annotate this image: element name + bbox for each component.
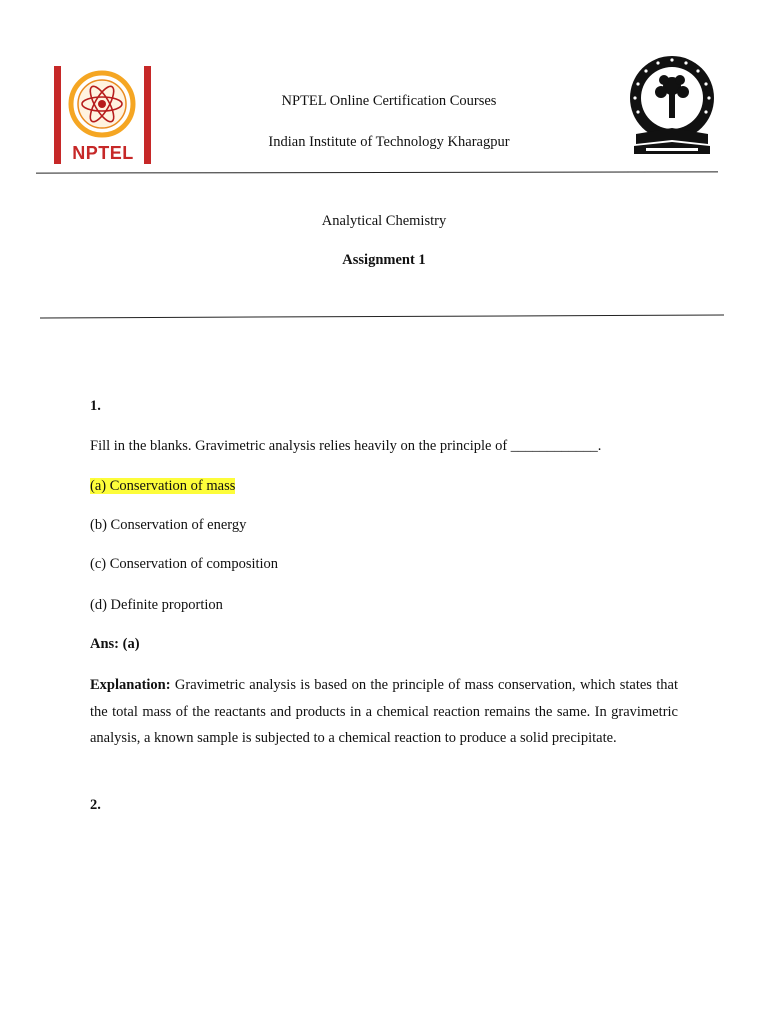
question-1-text: Fill in the blanks. Gravimetric analysis relies heavily on the principle of ____________. (90, 438, 602, 454)
nptel-logo-text: NPTEL (72, 143, 134, 163)
question-1-number: 1. (90, 398, 101, 414)
header-divider (36, 171, 718, 173)
question-1-option-b: (b) Conservation of energy (90, 517, 247, 533)
header-line-1: NPTEL Online Certification Courses (281, 93, 497, 109)
question-2-number: 2. (90, 797, 101, 813)
question-1-option-d: (d) Definite proportion (90, 597, 223, 613)
explanation-label: Explanation: (90, 677, 171, 693)
correct-option-highlight: (a) Conservation of mass (90, 478, 236, 494)
assignment-title: Assignment 1 (342, 252, 426, 268)
title-divider (40, 315, 724, 319)
header-line-2: Indian Institute of Technology Kharagpur (268, 134, 510, 150)
question-1-answer: Ans: (a) (90, 636, 140, 652)
subject-title: Analytical Chemistry (321, 213, 447, 229)
question-1-option-a (90, 478, 235, 495)
question-1-option-c: (c) Conservation of composition (90, 556, 279, 572)
question-1-explanation (90, 672, 678, 752)
explanation-text: Gravimetric analysis is based on the principle of mass conservation, which states that the total mass of the reactants and products in a chemical reaction remains the same. In gravimetric analysis, a known sample is subjected to a chemical reaction to produce a solid precipitate. (90, 677, 678, 746)
